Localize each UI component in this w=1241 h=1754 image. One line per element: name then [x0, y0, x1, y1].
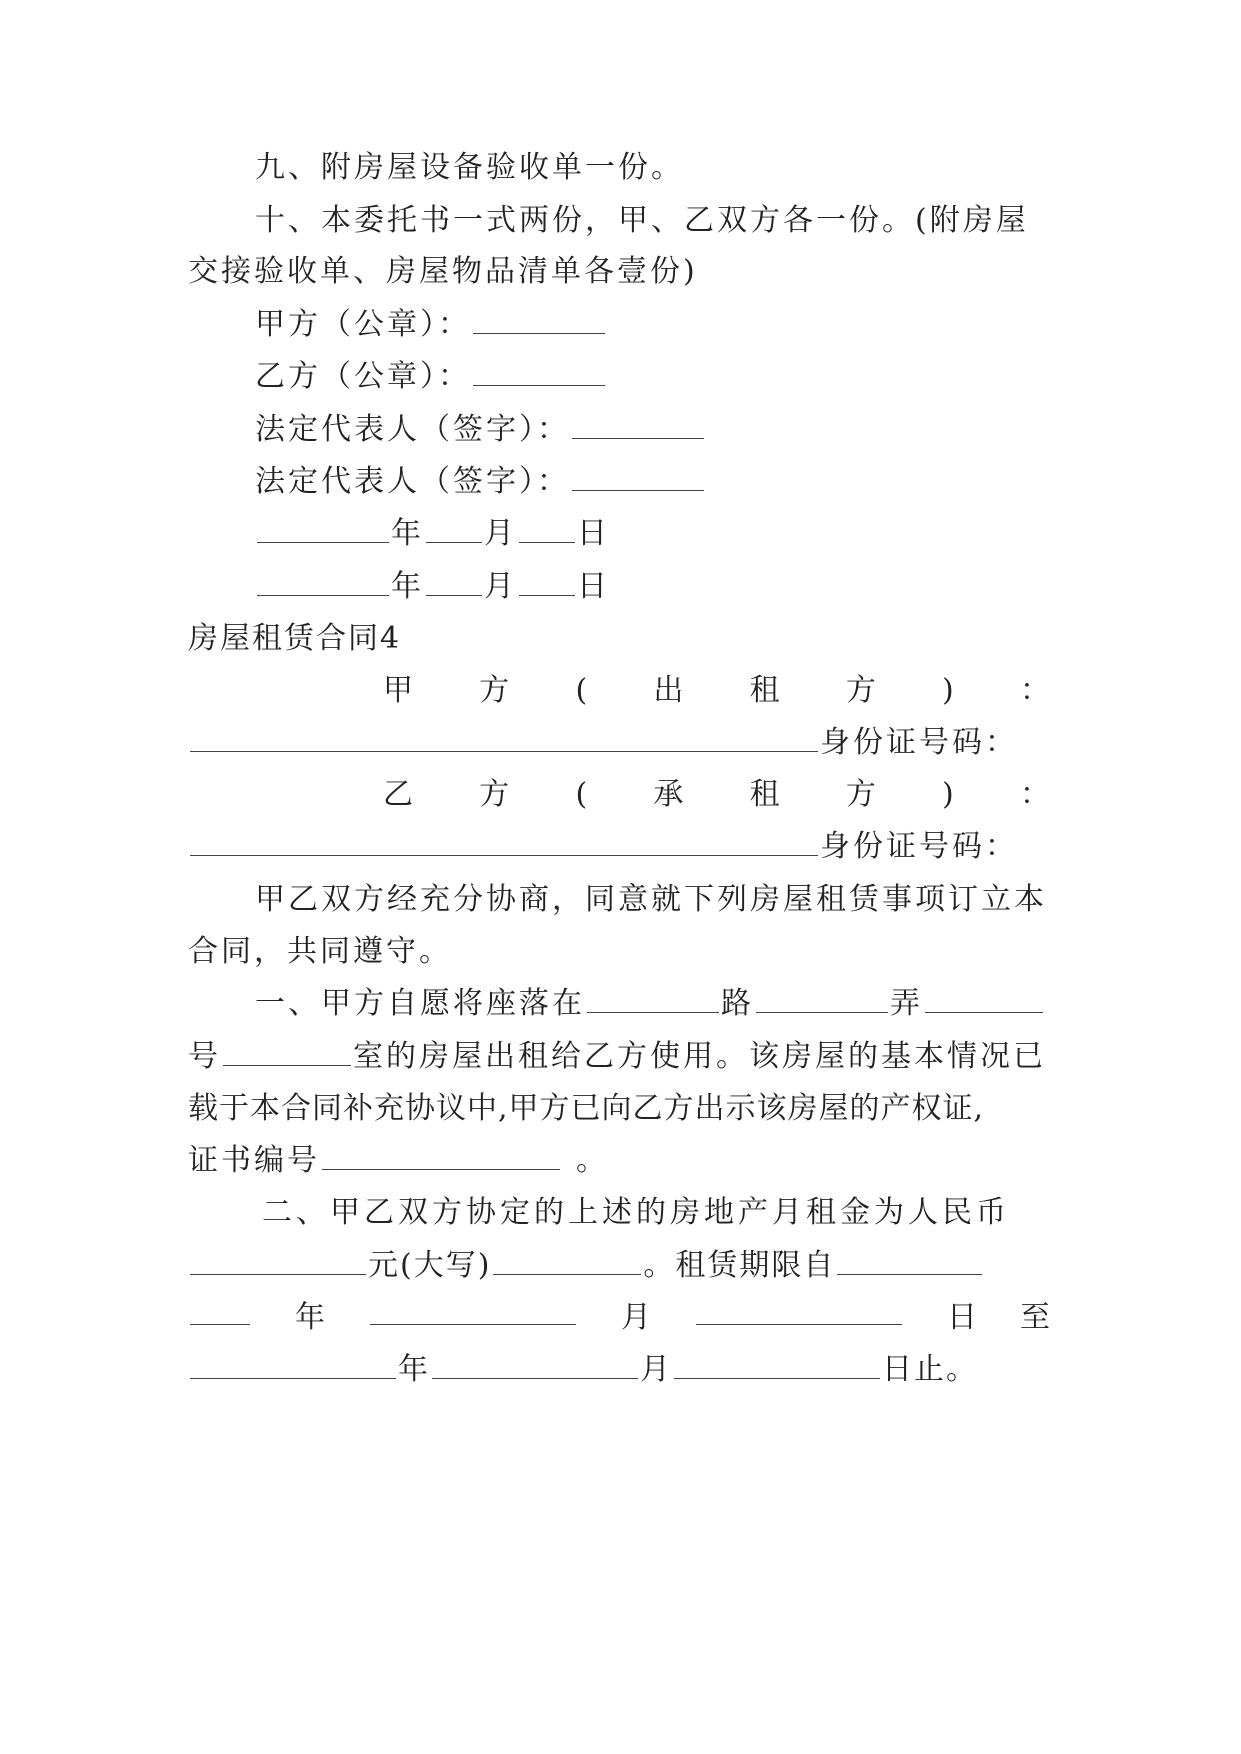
lane-blank	[756, 984, 888, 1013]
day-label: 日	[577, 516, 610, 551]
contract-title: 房屋租赁合同4	[188, 621, 402, 656]
month-label: 月	[484, 569, 517, 604]
party-a-id-line	[188, 721, 1050, 765]
party-b-seal-label: 乙方（公章）：	[255, 359, 471, 394]
item-10-line2: 交接验收单、房屋物品清单各壹份)	[188, 254, 698, 289]
clause1-line2: 号 室的房屋出租给乙方使用。该房屋的基本情况已	[188, 1039, 1046, 1074]
end-day-blank	[674, 1350, 880, 1379]
start-year-blank-cont	[190, 1296, 250, 1325]
end-year-blank	[190, 1350, 396, 1379]
id-label: 身份证号码：	[820, 829, 1018, 864]
id-label: 身份证号码：	[820, 725, 1018, 760]
party-a-seal-label: 甲方（公章）：	[255, 307, 471, 342]
year-label: 年	[391, 516, 424, 551]
day-label: 日	[577, 569, 610, 604]
party-b-line: 乙 方 ( 承 租 方 ) ：	[383, 777, 1050, 812]
day-blank	[519, 567, 575, 596]
clause1-line4: 证书编号 。	[188, 1143, 609, 1178]
party-a-seal-blank	[473, 305, 605, 334]
clause2-line3: 年 月 日 至	[188, 1296, 1050, 1340]
day-blank	[519, 514, 575, 543]
party-b-id-line	[188, 825, 1050, 869]
clause2-line2: 元(大写) 。租赁期限自	[188, 1244, 1050, 1288]
month-label: 月	[484, 516, 517, 551]
legal-rep-1-label: 法定代表人（签字）：	[255, 412, 570, 447]
end-month-blank	[432, 1350, 638, 1379]
rent-words-blank	[493, 1246, 641, 1275]
party-a-line: 甲 方 ( 出 租 方 ) ：	[383, 673, 1050, 708]
year-blank	[257, 514, 389, 543]
party-b-name-blank	[190, 827, 818, 856]
item-10-line1: 十、本委托书一式两份，甲、乙双方各一份。(附房屋	[255, 203, 1029, 238]
start-day-blank	[696, 1296, 902, 1325]
date-line-1	[255, 512, 1117, 556]
start-month-blank	[370, 1296, 576, 1325]
item-9: 九、附房屋设备验收单一份。	[255, 150, 684, 185]
clause1-line1: 一、甲方自愿将座落在 路 弄	[255, 982, 1117, 1026]
month-blank	[426, 567, 482, 596]
legal-rep-1-line	[255, 408, 1117, 452]
number-blank	[925, 984, 1043, 1013]
legal-rep-2-label: 法定代表人（签字）：	[255, 464, 570, 499]
month-blank	[426, 514, 482, 543]
room-blank	[223, 1037, 351, 1066]
clause1-line3: 载于本合同补充协议中,甲方已向乙方出示该房屋的产权证,	[188, 1091, 985, 1126]
intro-line2: 合同，共同遵守。	[188, 934, 452, 969]
start-year-blank	[837, 1246, 982, 1275]
legal-rep-2-blank	[572, 462, 704, 491]
legal-rep-1-blank	[572, 410, 704, 439]
rent-amount-blank	[190, 1246, 366, 1275]
year-blank	[257, 567, 389, 596]
clause2-line1: 二、甲乙双方协定的上述的房地产月租金为人民币	[262, 1195, 1010, 1230]
road-blank	[587, 984, 719, 1013]
certificate-number-blank	[322, 1141, 560, 1170]
party-b-seal-blank	[473, 357, 605, 386]
year-label: 年	[391, 569, 424, 604]
party-a-seal-line	[255, 303, 1117, 347]
party-a-name-blank	[190, 723, 818, 752]
clause2-line4: 年 月 日止。	[188, 1348, 1050, 1392]
intro-line1: 甲乙双方经充分协商，同意就下列房屋租赁事项订立本	[255, 882, 1047, 917]
legal-rep-2-line	[255, 460, 1117, 504]
party-b-seal-line	[255, 355, 1117, 399]
date-line-2	[255, 565, 1117, 609]
